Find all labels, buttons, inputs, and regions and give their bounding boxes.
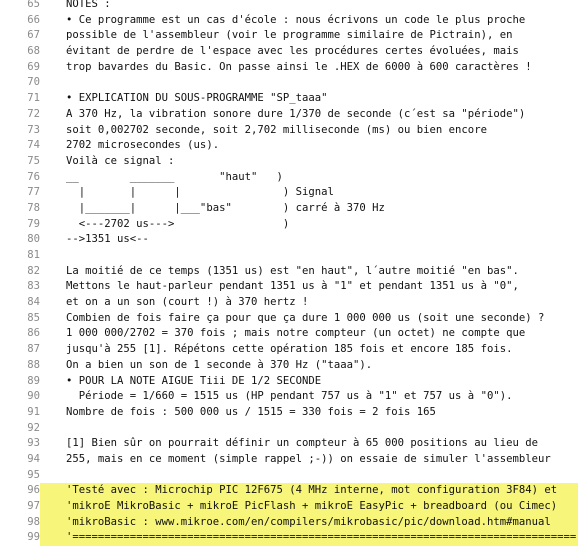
code-line[interactable] xyxy=(0,107,578,123)
code-line-highlighted[interactable] xyxy=(0,483,578,499)
code-line[interactable] xyxy=(0,75,578,91)
line-number: 83 xyxy=(27,280,40,293)
line-text: | | | ) Signal xyxy=(66,186,334,199)
line-number: 74 xyxy=(27,139,40,152)
line-text: • Ce programme est un cas d'école : nous écrivons un code le plus proche xyxy=(66,13,526,26)
code-line[interactable] xyxy=(0,217,578,233)
line-text: <---2702 us---> ) xyxy=(66,217,290,230)
line-text xyxy=(66,75,578,91)
line-text: [1] Bien sûr on pourrait définir un compteur à 65 000 positions au lieu de xyxy=(66,437,538,450)
line-number: 85 xyxy=(27,311,40,324)
line-number: 93 xyxy=(27,437,40,450)
line-number: 66 xyxy=(27,13,40,26)
code-line[interactable] xyxy=(0,44,578,60)
line-number: 75 xyxy=(27,154,40,167)
line-number: 96 xyxy=(0,483,40,499)
line-number: 69 xyxy=(27,60,40,73)
line-text: |_______| |___"bas" ) carré à 370 Hz xyxy=(66,201,385,214)
line-text: possible de l'assembleur (voir le programme similaire de Pictrain), en xyxy=(66,29,513,42)
line-number: 68 xyxy=(27,45,40,58)
line-text: '=============================================================================== xyxy=(66,531,577,544)
line-text: 255, mais en ce moment (simple rappel ;-)) on essaie de simuler l'assembleur xyxy=(66,452,551,465)
line-text: On a bien un son de 1 seconde à 370 Hz ("taaa"). xyxy=(66,358,373,371)
line-text: Mettons le haut-parleur pendant 1351 us à "1" et pendant 1351 us à "0", xyxy=(66,280,519,293)
line-number: 73 xyxy=(27,123,40,136)
code-line[interactable] xyxy=(0,123,578,139)
code-line[interactable] xyxy=(0,201,578,217)
line-number: 82 xyxy=(27,264,40,277)
line-text: 'Testé avec : Microchip PIC 12F675 (4 MHz interne, mot configuration 3F84) et xyxy=(66,484,558,497)
line-text: Nombre de fois : 500 000 us / 1515 = 330 fois = 2 fois 165 xyxy=(66,405,436,418)
line-text: • POUR LA NOTE AIGUE Tiii DE 1/2 SECONDE xyxy=(66,374,322,387)
line-text: • EXPLICATION DU SOUS-PROGRAMME "SP_taaa" xyxy=(66,92,328,105)
code-line[interactable] xyxy=(0,60,578,76)
line-text: La moitié de ce temps (1351 us) est "en haut", l´autre moitié "en bas". xyxy=(66,264,519,277)
line-number: 98 xyxy=(0,515,40,531)
code-line[interactable] xyxy=(0,248,578,264)
code-line[interactable] xyxy=(0,28,578,44)
line-text: 2702 microsecondes (us). xyxy=(66,139,220,152)
code-line-highlighted[interactable] xyxy=(0,515,578,531)
code-line[interactable] xyxy=(0,326,578,342)
line-text: trop bavardes du Basic. On passe ainsi le .HEX de 6000 à 600 caractères ! xyxy=(66,60,532,73)
code-line[interactable] xyxy=(0,452,578,468)
code-line[interactable] xyxy=(0,468,578,484)
code-line[interactable] xyxy=(0,185,578,201)
line-number: 92 xyxy=(27,421,40,434)
line-number: 71 xyxy=(27,92,40,105)
line-number: 89 xyxy=(27,374,40,387)
code-line[interactable] xyxy=(0,232,578,248)
code-line[interactable] xyxy=(0,389,578,405)
line-number: 81 xyxy=(27,249,40,261)
line-number: 91 xyxy=(27,405,40,418)
line-text: -->1351 us<-- xyxy=(66,233,149,246)
line-number: 88 xyxy=(27,358,40,371)
code-line[interactable] xyxy=(0,91,578,107)
code-line[interactable] xyxy=(0,405,578,421)
code-line-highlighted[interactable] xyxy=(0,530,578,546)
line-text: NOTES : xyxy=(66,0,111,10)
line-number: 65 xyxy=(27,0,40,10)
line-number: 76 xyxy=(27,170,40,183)
line-number: 86 xyxy=(27,327,40,340)
line-text xyxy=(66,421,578,437)
line-text: Période = 1/660 = 1515 us (HP pendant 757 us à "1" et 757 us à "0"). xyxy=(66,390,513,403)
code-line-highlighted[interactable] xyxy=(0,499,578,515)
line-text: __ _______ "haut" ) xyxy=(66,170,283,183)
line-number: 94 xyxy=(27,452,40,465)
line-number: 87 xyxy=(27,343,40,356)
line-text: et on a un son (court !) à 370 hertz ! xyxy=(66,296,309,309)
line-number: 99 xyxy=(0,530,40,546)
line-text xyxy=(66,468,578,484)
code-line[interactable] xyxy=(0,358,578,374)
line-number: 79 xyxy=(27,217,40,230)
code-line[interactable] xyxy=(0,342,578,358)
code-line[interactable] xyxy=(0,311,578,327)
line-text xyxy=(66,248,578,264)
code-line[interactable] xyxy=(0,295,578,311)
line-number: 70 xyxy=(27,76,40,89)
code-line[interactable] xyxy=(0,0,578,13)
line-number: 67 xyxy=(27,29,40,42)
line-number: 72 xyxy=(27,107,40,120)
line-text: A 370 Hz, la vibration sonore dure 1/370 de seconde (c´est sa "période") xyxy=(66,107,526,120)
line-text: évitant de perdre de l'espace avec les procédures certes évoluées, mais xyxy=(66,45,519,58)
line-text: 'mikroE MikroBasic + mikroE PicFlash + mikroE EasyPic + breadboard (ou Cimec) xyxy=(66,500,558,512)
line-number: 77 xyxy=(27,186,40,199)
code-line[interactable] xyxy=(0,154,578,170)
code-line[interactable] xyxy=(0,436,578,452)
code-line[interactable] xyxy=(0,374,578,390)
code-line[interactable] xyxy=(0,421,578,437)
line-text: 1 000 000/2702 = 370 fois ; mais notre compteur (un octet) ne compte que xyxy=(66,327,526,340)
line-number: 78 xyxy=(27,201,40,214)
line-text: Combien de fois faire ça pour que ça dure 1 000 000 us (soit une seconde) ? xyxy=(66,311,545,324)
line-text: 'mikroBasic : www.mikroe.com/en/compilers/mikrobasic/pic/download.htm#manual xyxy=(66,515,551,528)
line-text: jusqu'à 255 [1]. Répétons cette opération 185 fois et encore 185 fois. xyxy=(66,343,513,356)
line-number: 84 xyxy=(27,296,40,309)
line-text: Voilà ce signal : xyxy=(66,154,175,167)
line-text: soit 0,002702 seconde, soit 2,702 milliseconde (ms) ou bien encore xyxy=(66,123,487,136)
code-line[interactable] xyxy=(0,264,578,280)
line-number: 90 xyxy=(27,390,40,403)
line-number: 97 xyxy=(0,499,40,515)
line-number: 95 xyxy=(27,468,40,481)
code-line[interactable] xyxy=(0,138,578,154)
code-line[interactable] xyxy=(0,279,578,295)
code-line[interactable] xyxy=(0,170,578,186)
code-line[interactable] xyxy=(0,13,578,29)
line-number: 80 xyxy=(27,233,40,246)
